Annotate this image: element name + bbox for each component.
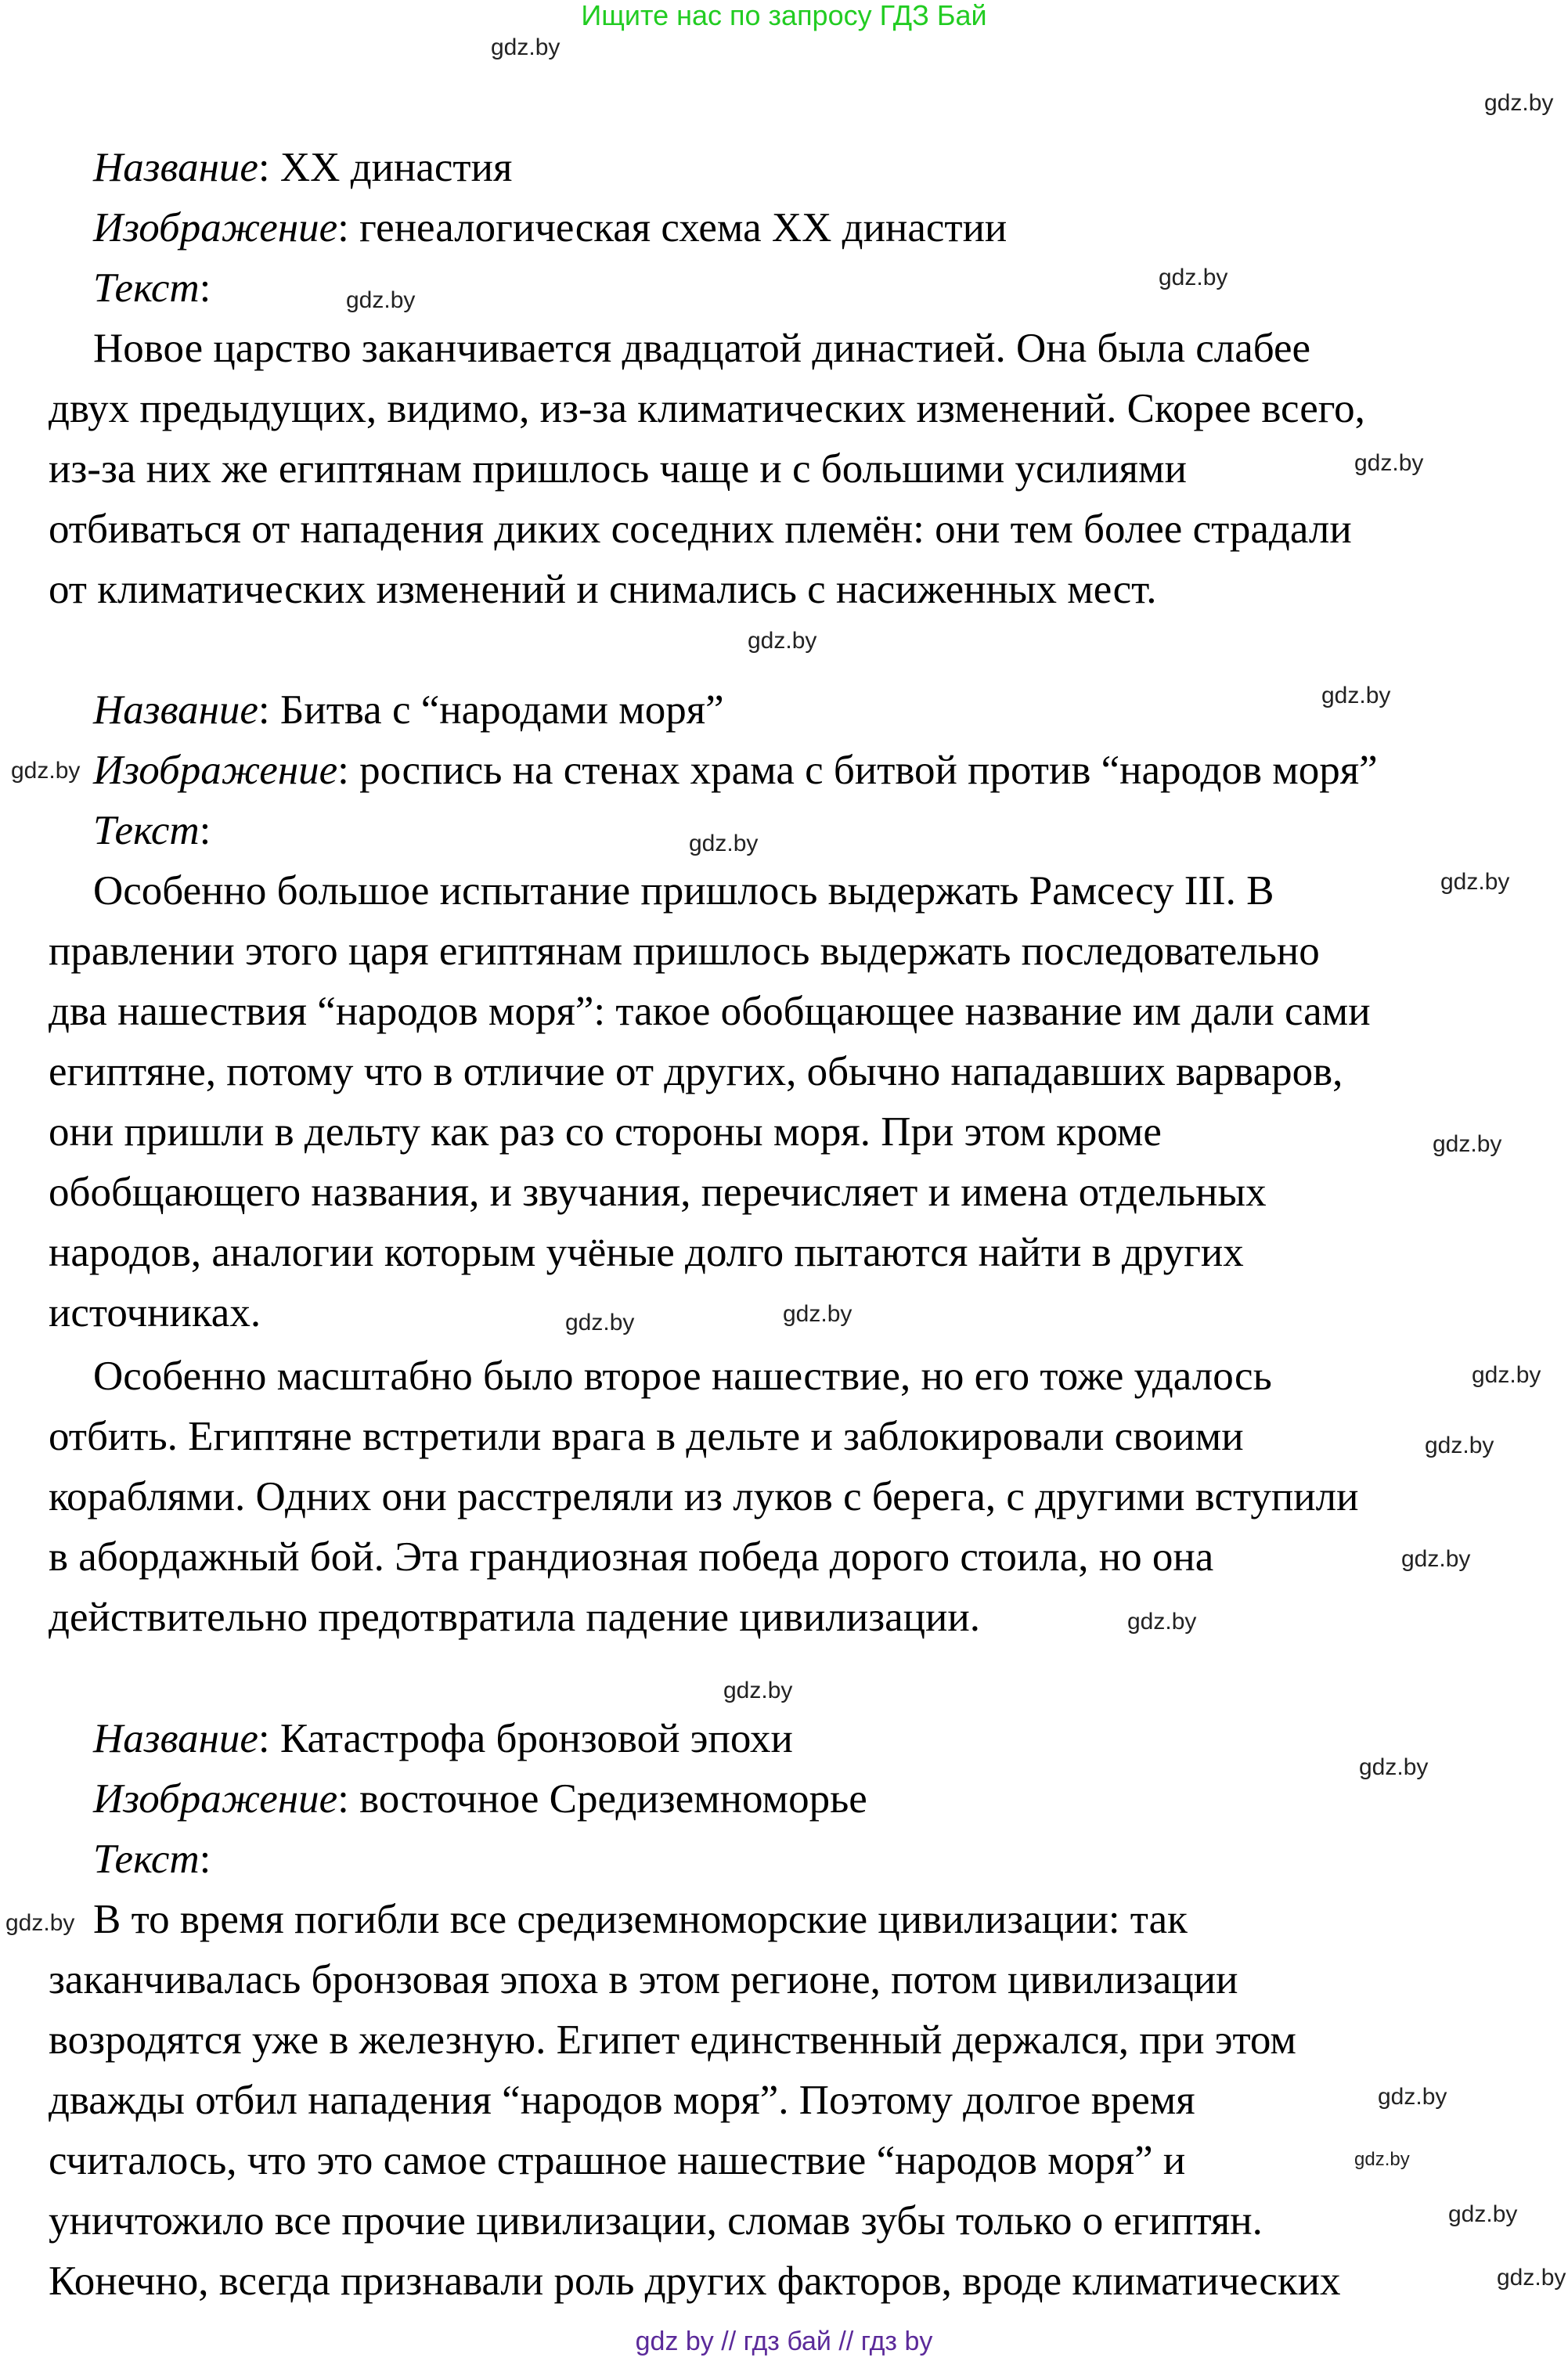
- text-line: египтяне, потому что в отличие от других, обычно нападавших варваров,: [49, 1049, 1343, 1094]
- text-line: действительно предотвратила падение цивилизации.: [49, 1595, 980, 1640]
- image-label: Изображение: [93, 205, 338, 251]
- text-line: правлении этого царя египтянам пришлось выдержать последовательно: [49, 928, 1320, 974]
- watermark: gdz.by: [565, 1310, 635, 1335]
- name-value: : Битва с “народами моря”: [258, 687, 724, 733]
- text-line: от климатических изменений и снимались с насиженных мест.: [49, 567, 1157, 612]
- section-1-image: [93, 198, 1007, 258]
- section-3-name: [93, 1709, 793, 1769]
- name-value: : Катастрофа бронзовой эпохи: [258, 1716, 793, 1761]
- image-value: : роспись на стенах храма с битвой против “народов моря”: [337, 748, 1378, 793]
- text-line: кораблями. Одних они расстреляли из луков с берега, с другими вступили: [49, 1474, 1359, 1519]
- text-line: отбиваться от нападения диких соседних племён: они тем более страдали: [49, 506, 1352, 552]
- name-label: Название: [93, 687, 258, 733]
- watermark: gdz.by: [1425, 1433, 1494, 1458]
- name-value: : XX династия: [258, 145, 513, 190]
- text-line: дважды отбил нападения “народов моря”. Поэтому долгое время: [49, 2078, 1195, 2123]
- text-line: обобщающего названия, и звучания, перечисляет и имена отдельных: [49, 1170, 1267, 1215]
- footer-links[interactable]: gdz by // гдз бай // гдз by: [635, 2327, 933, 2356]
- watermark: gdz.by: [11, 758, 81, 784]
- text-line: источниках.: [49, 1290, 261, 1335]
- text-line: два нашествия “народов моря”: такое обобщающее название им дали сами: [49, 989, 1371, 1034]
- text-line: возродятся уже в железную. Египет единственный держался, при этом: [49, 2017, 1296, 2063]
- watermark: gdz.by: [1484, 90, 1554, 116]
- watermark: gdz.by: [5, 1910, 75, 1936]
- text-label: Текст: [93, 1837, 200, 1882]
- watermark: gdz.by: [1472, 1362, 1541, 1388]
- watermark: gdz.by: [723, 1678, 793, 1703]
- text-line: В то время погибли все средиземноморские цивилизации: так: [93, 1897, 1188, 1942]
- image-value: : генеалогическая схема XX династии: [337, 205, 1007, 251]
- section-3-image: [93, 1769, 867, 1829]
- watermark: gdz.by: [783, 1301, 852, 1327]
- watermark: gdz.by: [491, 34, 561, 60]
- text-line: народов, аналогии которым учёные долго пытаются найти в других: [49, 1230, 1244, 1275]
- watermark: gdz.by: [1354, 450, 1424, 476]
- section-2-text: [93, 801, 211, 861]
- section-2-image: [93, 741, 1378, 801]
- text-line: из-за них же египтянам пришлось чаще и с большими усилиями: [49, 446, 1187, 492]
- section-3-text: [93, 1829, 211, 1890]
- watermark: gdz.by: [1359, 1754, 1429, 1780]
- watermark: gdz.by: [346, 287, 416, 313]
- text-line: Новое царство заканчивается двадцатой династией. Она была слабее: [93, 326, 1311, 371]
- text-line: они пришли в дельту как раз со стороны моря. При этом кроме: [49, 1109, 1162, 1155]
- text-line: Особенно большое испытание пришлось выдержать Рамсесу III. В: [93, 868, 1274, 914]
- text-colon: :: [199, 1837, 211, 1882]
- name-label: Название: [93, 145, 258, 190]
- image-value: : восточное Средиземноморье: [337, 1776, 867, 1822]
- watermark: gdz.by: [1433, 1131, 1502, 1157]
- section-1-text: [93, 258, 211, 319]
- text-colon: :: [199, 265, 211, 311]
- image-label: Изображение: [93, 748, 338, 793]
- text-line: заканчивалась бронзовая эпоха в этом регионе, потом цивилизации: [49, 1957, 1238, 2002]
- watermark: gdz.by: [1127, 1609, 1197, 1635]
- watermark: gdz.by: [748, 628, 817, 654]
- text-line: отбить. Египтяне встретили врага в дельте и заблокировали своими: [49, 1414, 1244, 1459]
- text-colon: :: [199, 808, 211, 853]
- text-line: в абордажный бой. Эта грандиозная победа дорого стоила, но она: [49, 1534, 1214, 1580]
- watermark: gdz.by: [1401, 1546, 1471, 1572]
- text-line: Особенно масштабно было второе нашествие, но его тоже удалось: [93, 1354, 1272, 1399]
- search-banner: Ищите нас по запросу ГДЗ Бай: [581, 0, 987, 31]
- text-line: двух предыдущих, видимо, из-за климатических изменений. Скорее всего,: [49, 386, 1365, 431]
- text-line: считалось, что это самое страшное нашествие “народов моря” и: [49, 2138, 1186, 2183]
- text-label: Текст: [93, 265, 200, 311]
- watermark: gdz.by: [1497, 2265, 1566, 2291]
- image-label: Изображение: [93, 1776, 338, 1822]
- watermark: gdz.by: [1448, 2201, 1518, 2227]
- name-label: Название: [93, 1716, 258, 1761]
- section-1-name: [93, 138, 512, 198]
- text-line: уничтожило все прочие цивилизации, сломав зубы только о египтян.: [49, 2198, 1263, 2244]
- watermark: gdz.by: [1354, 2149, 1410, 2170]
- watermark: gdz.by: [1378, 2084, 1447, 2110]
- watermark: gdz.by: [1321, 683, 1391, 708]
- watermark: gdz.by: [1159, 265, 1228, 290]
- text-label: Текст: [93, 808, 200, 853]
- watermark: gdz.by: [1440, 869, 1510, 895]
- watermark: gdz.by: [689, 831, 759, 856]
- text-line: Конечно, всегда признавали роль других факторов, вроде климатических: [49, 2258, 1341, 2304]
- section-2-name: [93, 680, 724, 741]
